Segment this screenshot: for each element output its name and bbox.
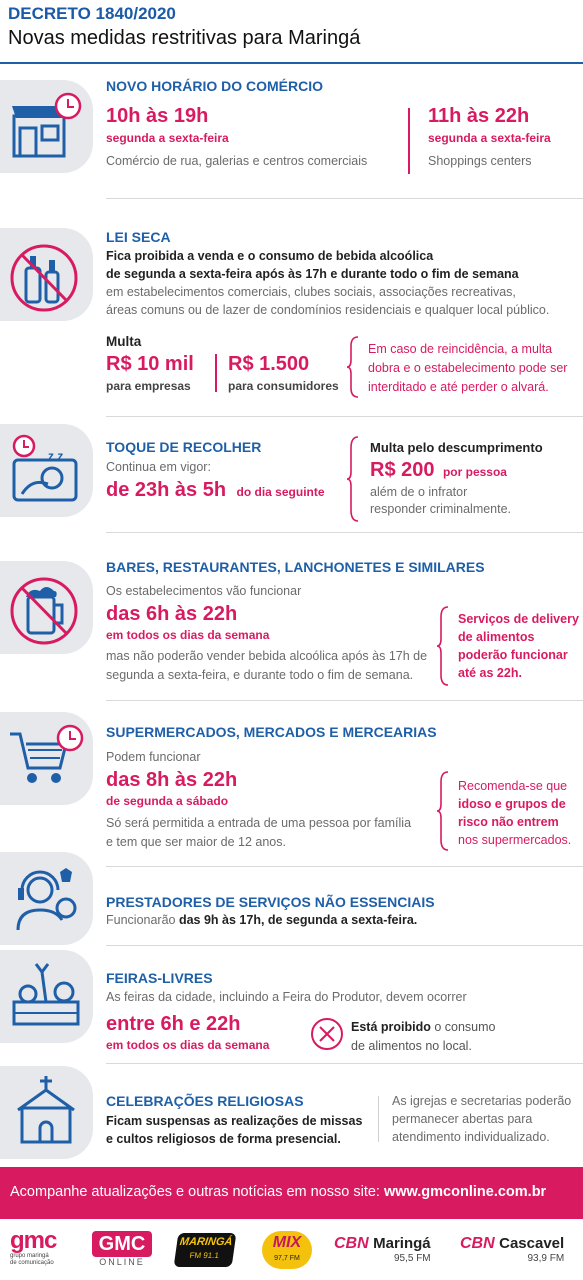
fairs-note-rest: o consumo — [430, 1020, 496, 1034]
support-agent-icon — [8, 860, 84, 936]
no-beer-icon — [8, 569, 84, 645]
maringa-fm-logo[interactable] — [174, 1233, 237, 1267]
supermarkets-days: de segunda a sábado — [106, 794, 229, 808]
svg-text:z z: z z — [48, 449, 64, 463]
fairs-note-line1 — [351, 1018, 496, 1037]
fine-consumer-label: para consumidores — [228, 379, 339, 393]
bars-icon-bg — [0, 561, 93, 654]
commerce-left-days: segunda a sexta-feira — [106, 131, 229, 145]
mix-fm-logo[interactable] — [262, 1231, 312, 1269]
bars-note-line3: poderão funcionar — [458, 648, 568, 662]
commerce-right-days: segunda a sexta-feira — [428, 131, 551, 145]
gmc-group-logo[interactable] — [10, 1229, 56, 1267]
section-title-fairs: FEIRAS-LIVRES — [106, 970, 213, 986]
brace-supermarkets — [436, 771, 450, 851]
bars-note — [458, 610, 579, 682]
religious-note-line3: atendimento individualizado. — [392, 1130, 550, 1144]
fine-consumer-value: R$ 1.500 — [228, 353, 310, 375]
cbn-cascavel-brand: CBN — [460, 1235, 495, 1252]
cbn-cascavel-city: Cascavel — [499, 1235, 565, 1252]
bars-note-line1: Serviços de delivery — [458, 612, 579, 626]
gmc-online-wordmark: GMC — [92, 1231, 152, 1257]
maringa-fm-wordmark: MARINGÁ — [178, 1236, 234, 1248]
commerce-left-hours: 10h às 19h — [106, 105, 209, 127]
commerce-left-desc: Comércio de rua, galerias e centros comerciais — [106, 154, 368, 168]
curfew-fine-value: R$ 200 — [370, 459, 435, 481]
cbn-cascavel-freq: 93,9 FM — [527, 1253, 565, 1264]
curfew-hours-sub: do dia seguinte — [236, 485, 325, 499]
no-alcohol-icon — [8, 236, 84, 312]
header-underline — [0, 62, 583, 64]
cbn-maringa-logo[interactable] — [334, 1235, 431, 1264]
cbn-cascavel-logo[interactable] — [460, 1235, 564, 1264]
bars-note-line2: de alimentos — [458, 630, 535, 644]
commerce-separator — [408, 108, 410, 174]
divider — [106, 866, 583, 867]
divider — [106, 532, 583, 533]
footer-text — [10, 1184, 546, 1200]
supermarkets-note-line3: risco não entrem — [458, 815, 559, 829]
gmc-group-sub1: grupo maringá — [10, 1253, 49, 1259]
page-subtitle: Novas medidas restritivas para Maringá — [8, 27, 361, 49]
services-text — [106, 913, 417, 927]
prohibited-icon — [310, 1017, 344, 1051]
maringa-fm-sub: FM 91.1 — [188, 1251, 220, 1260]
alcohol-icon-bg — [0, 228, 93, 321]
gmc-online-sub: ONLINE — [99, 1257, 145, 1267]
supermarkets-note-line2: idoso e grupos de — [458, 797, 566, 811]
bars-hours: das 6h às 22h — [106, 603, 238, 625]
bars-note-line4: até as 22h. — [458, 666, 522, 680]
services-text-b: das 9h às 17h, de segunda a sexta-feira. — [178, 913, 418, 927]
fine-separator — [215, 354, 217, 392]
supermarkets-sub: Podem funcionar — [106, 750, 201, 764]
sponsor-logos — [0, 1219, 583, 1280]
dry-law-line1: Fica proibida a venda e o consumo de bebida alcoólica — [106, 249, 434, 263]
fairs-sub: As feiras da cidade, incluindo a Feira do Produtor, devem ocorrer — [106, 990, 467, 1004]
divider — [106, 700, 583, 701]
cbn-maringa-freq: 95,5 FM — [393, 1253, 431, 1264]
religious-icon-bg — [0, 1066, 93, 1159]
footer-message: Acompanhe atualizações e outras notícias em nosso site: — [10, 1184, 384, 1200]
curfew-fine-note-line1: além de o infrator — [370, 485, 468, 499]
curfew-fine-row — [370, 459, 507, 482]
religious-note-line1: As igrejas e secretarias poderão — [392, 1094, 572, 1108]
bars-days: em todos os dias da semana — [106, 628, 270, 642]
fairs-note — [351, 1018, 496, 1056]
dry-law-line3: em estabelecimentos comerciais, clubes sociais, associações recreativas, — [106, 285, 516, 299]
sleeping-person-icon — [8, 432, 84, 508]
supermarkets-hours: das 8h às 22h — [106, 769, 238, 791]
supermarkets-desc2: e tem que ser maior de 12 anos. — [106, 835, 286, 849]
bars-desc1: mas não poderão vender bebida alcoólica após às 17h de — [106, 649, 428, 663]
bars-sub: Os estabelecimentos vão funcionar — [106, 584, 302, 598]
supermarket-icon-bg — [0, 712, 93, 805]
curfew-fine-unit: por pessoa — [442, 465, 507, 479]
brace-curfew — [346, 436, 360, 522]
dry-law-note-line2: dobra e o estabelecimento pode ser — [368, 361, 568, 375]
supermarkets-note — [458, 777, 571, 849]
fairs-note-line2: de alimentos no local. — [351, 1039, 472, 1053]
bars-desc2: segunda a sexta-feira, e durante todo o fim de semana. — [106, 668, 414, 682]
mix-wordmark: MIX — [272, 1234, 302, 1251]
dry-law-note-line3: interditado e até perder o alvará. — [368, 380, 549, 394]
brace-dry-law — [346, 336, 360, 398]
cbn-maringa-city: Maringá — [373, 1235, 431, 1252]
fairs-icon-bg — [0, 950, 93, 1043]
gmc-group-sub2: de comunicação — [10, 1260, 54, 1266]
supermarkets-note-line4: nos supermercados. — [458, 833, 572, 847]
dry-law-line2: de segunda a sexta-feira após às 17h e durante todo o fim de semana — [106, 267, 519, 281]
footer-site-link[interactable]: www.gmconline.com.br — [383, 1184, 547, 1200]
curfew-fine-note-line2: responder criminalmente. — [370, 502, 512, 516]
fine-business-label: para empresas — [106, 379, 191, 393]
fairs-note-bold: Está proibido — [351, 1020, 431, 1034]
services-icon-bg — [0, 852, 93, 945]
religious-separator — [378, 1096, 379, 1142]
section-title-bars: BARES, RESTAURANTES, LANCHONETES E SIMILARES — [106, 559, 485, 575]
divider — [106, 198, 583, 199]
curfew-icon-bg — [0, 424, 93, 517]
gmc-online-logo[interactable] — [92, 1231, 152, 1269]
curfew-hours-row — [106, 479, 325, 502]
section-title-curfew: TOQUE DE RECOLHER — [106, 439, 262, 455]
dry-law-line4: áreas comuns ou de lazer de condomínios residenciais e qualquer local público. — [106, 303, 550, 317]
curfew-hours: de 23h às 5h — [106, 479, 227, 501]
vegetable-crate-icon — [8, 958, 84, 1034]
divider — [106, 416, 583, 417]
curfew-fine-title: Multa pelo descumprimento — [370, 440, 543, 455]
fairs-hours: entre 6h e 22h — [106, 1013, 241, 1035]
dry-law-note-line1: Em caso de reincidência, a multa — [368, 342, 553, 356]
commerce-right-desc: Shoppings centers — [428, 154, 532, 168]
religious-line2: e cultos religiosos de forma presencial. — [106, 1132, 341, 1146]
services-text-a: Funcionarão — [106, 913, 179, 927]
section-title-dry-law: LEI SECA — [106, 229, 171, 245]
fine-label: Multa — [106, 334, 142, 349]
curfew-sub: Continua em vigor: — [106, 460, 211, 474]
store-clock-icon — [8, 88, 84, 164]
section-title-supermarkets: SUPERMERCADOS, MERCADOS E MERCEARIAS — [106, 724, 437, 740]
dry-law-note — [368, 340, 567, 397]
commerce-right-hours: 11h às 22h — [428, 105, 530, 127]
mix-sub: 97,7 FM — [274, 1255, 300, 1262]
fine-business-value: R$ 10 mil — [106, 353, 194, 375]
decree-title: DECRETO 1840/2020 — [8, 4, 176, 23]
divider — [106, 1063, 583, 1064]
religious-line1: Ficam suspensas as realizações de missas — [106, 1114, 363, 1128]
fairs-days: em todos os dias da semana — [106, 1038, 270, 1052]
divider — [106, 945, 583, 946]
cbn-maringa-brand: CBN — [334, 1235, 369, 1252]
section-title-religious: CELEBRAÇÕES RELIGIOSAS — [106, 1093, 304, 1109]
religious-note — [392, 1092, 571, 1146]
cart-clock-icon — [8, 720, 84, 796]
gmc-group-wordmark: gmc — [10, 1227, 57, 1254]
supermarkets-desc1: Só será permitida a entrada de uma pessoa por família — [106, 816, 412, 830]
supermarkets-note-line1: Recomenda-se que — [458, 779, 568, 793]
section-title-commerce: NOVO HORÁRIO DO COMÉRCIO — [106, 78, 324, 94]
religious-note-line2: permanecer abertas para — [392, 1112, 533, 1126]
brace-bars — [436, 606, 450, 686]
church-icon — [8, 1074, 84, 1150]
store-icon-bg — [0, 80, 93, 173]
section-title-services: PRESTADORES DE SERVIÇOS NÃO ESSENCIAIS — [106, 894, 435, 910]
curfew-fine-note — [370, 484, 511, 518]
